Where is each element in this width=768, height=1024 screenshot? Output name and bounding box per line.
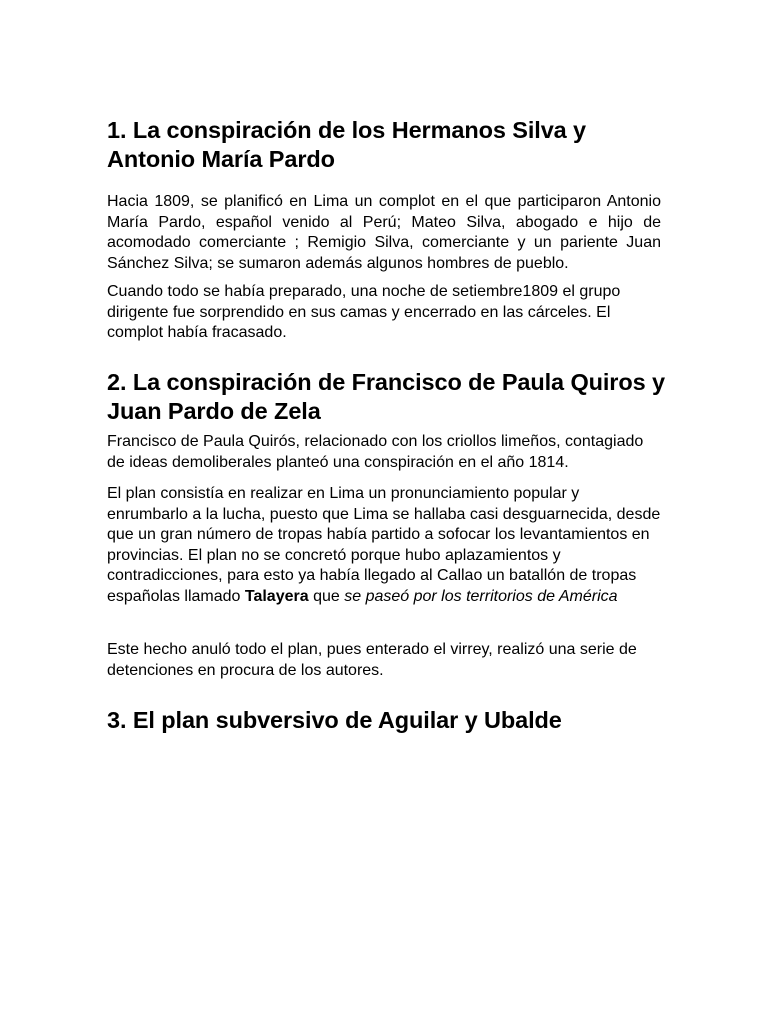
talayera-bold-text: Talayera xyxy=(244,587,309,605)
section-2-paragraph-1: Francisco de Paula Quirós, relacionado con los criollos limeños, contagiado de ideas demoliberales planteó una conspiración en el año 1814. xyxy=(107,433,644,471)
section-1-heading: 1. La conspiración de los Hermanos Silva y Antonio María Pardo xyxy=(107,117,587,172)
section-2-paragraph-3: Este hecho anuló todo el plan, pues enterado el virrey, realizó una serie de detenciones en procura de los autores. xyxy=(107,641,637,679)
section-2-paragraph-2 xyxy=(107,484,661,607)
section-1-paragraph-2: Cuando todo se había preparado, una noche de setiembre1809 el grupo dirigente fue sorprendido en sus camas y encerrado en las cárceles. El complot había fracasado. xyxy=(107,283,621,341)
section-3-heading: 3. El plan subversivo de Aguilar y Ubalde xyxy=(107,707,562,733)
section-2-heading: 2. La conspiración de Francisco de Paula Quiros y Juan Pardo de Zela xyxy=(107,369,665,424)
italic-phrase: se paseó por los territorios de América xyxy=(344,587,618,605)
section-2-paragraph-2-text-before: El plan consistía en realizar en Lima un pronunciamiento popular y enrumbarlo a la lucha, puesto que Lima se hallaba casi desguarnecida, desde que un gran número de tropas había partido a sofocar los levantamientos en provincias. El plan no se concretó porque hubo aplazamientos y contradicciones, para esto ya había llegado al Callao un batallón de tropas españolas llamado xyxy=(107,485,661,605)
section-2-paragraph-2-text-middle: que xyxy=(308,587,345,605)
section-1-paragraph-1: Hacia 1809, se planificó en Lima un complot en el que participaron Antonio María Pardo, español venido al Perú; Mateo Silva, abogado e hijo de acomodado comerciante ; Remigio Silva, comerciante y un pariente Juan Sánchez Silva; se sumaron además algunos hombres de pueblo. xyxy=(107,193,661,272)
